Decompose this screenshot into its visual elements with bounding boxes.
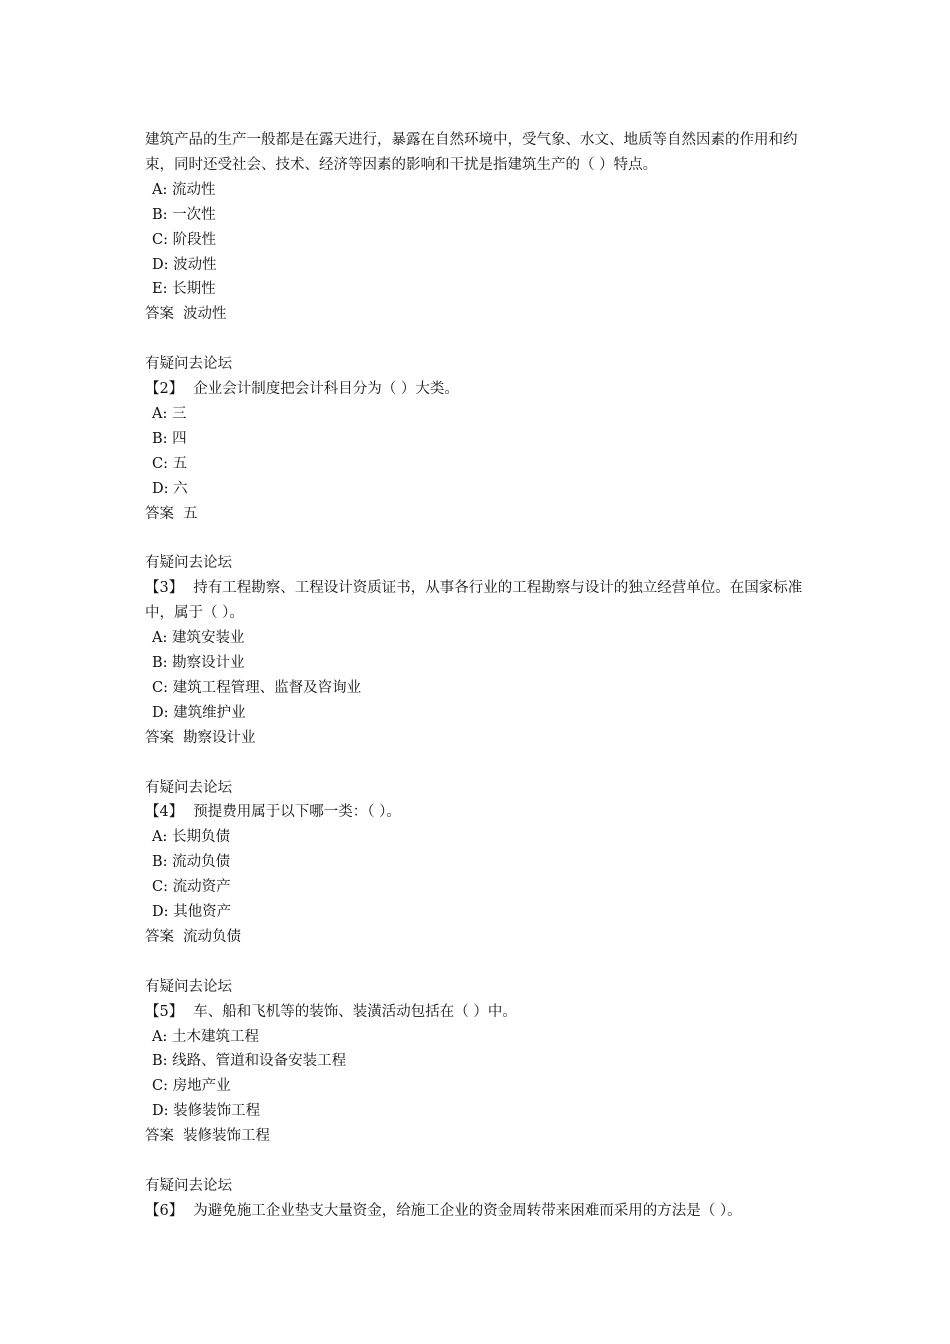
option-d: D: 六 <box>152 480 188 497</box>
answer-value: 勘察设计业 <box>183 729 256 746</box>
option-b: B: 一次性 <box>152 206 216 223</box>
option-c: C: 建筑工程管理、监督及咨询业 <box>152 679 362 696</box>
answer-label: 答案 <box>145 306 174 323</box>
question-line <box>145 576 815 626</box>
answer-line <box>145 1124 815 1149</box>
answer-value: 流动负债 <box>183 928 241 945</box>
answer-label: 答案 <box>145 928 174 945</box>
option-b: B: 线路、管道和设备安装工程 <box>152 1053 347 1070</box>
question-line <box>145 800 815 825</box>
option-d: D: 波动性 <box>152 256 217 273</box>
question-line <box>145 1199 815 1224</box>
option-d: D: 装修装饰工程 <box>152 1103 261 1120</box>
option-b: B: 流动负债 <box>152 854 231 871</box>
option-d: D: 建筑维护业 <box>152 704 246 721</box>
option-b: B: 勘察设计业 <box>152 655 245 671</box>
question-text: 车、船和飞机等的装饰、装潢活动包括在（ ）中。 <box>193 1003 517 1020</box>
forum-link[interactable]: 有疑问去论坛 <box>145 779 232 796</box>
question-block <box>145 128 815 377</box>
answer-value: 波动性 <box>183 306 227 323</box>
option-a: A: 流动性 <box>152 181 216 198</box>
answer-value: 五 <box>183 505 198 522</box>
answer-line <box>145 502 815 527</box>
option-a: A: 建筑安装业 <box>152 630 245 647</box>
answer-label: 答案 <box>145 729 174 746</box>
option-e: E: 长期性 <box>152 281 216 298</box>
option-c: C: 阶段性 <box>152 231 217 248</box>
question-number: 【6】 <box>145 1202 184 1219</box>
question-block <box>145 576 815 800</box>
option-b: B: 四 <box>152 430 187 447</box>
forum-link[interactable]: 有疑问去论坛 <box>145 978 232 995</box>
question-number: 【4】 <box>145 804 184 821</box>
question-line <box>145 1000 815 1025</box>
question-block <box>145 1199 815 1224</box>
answer-value: 装修装饰工程 <box>183 1128 270 1145</box>
question-text: 企业会计制度把会计科目分为（ ）大类。 <box>193 381 459 398</box>
question-block <box>145 377 815 576</box>
answer-line <box>145 726 815 751</box>
document-page <box>145 128 815 1224</box>
question-block <box>145 1000 815 1199</box>
forum-link[interactable]: 有疑问去论坛 <box>145 555 232 572</box>
answer-label: 答案 <box>145 505 174 522</box>
question-number: 【5】 <box>145 1003 184 1020</box>
question-text: 建筑产品的生产一般都是在露天进行，暴露在自然环境中，受气象、水文、地质等自然因素的作用和约束，同时还受社会、技术、经济等因素的影响和干扰是指建筑生产的（ ）特点。 <box>145 132 798 173</box>
question-block <box>145 800 815 999</box>
question-number: 【3】 <box>145 580 184 597</box>
option-c: C: 房地产业 <box>152 1078 231 1095</box>
answer-line <box>145 302 815 327</box>
option-a: A: 土木建筑工程 <box>152 1028 259 1045</box>
option-c: C: 五 <box>152 455 188 472</box>
answer-label: 答案 <box>145 1128 174 1145</box>
question-text: 为避免施工企业垫支大量资金，给施工企业的资金周转带来困难而采用的方法是（ ）。 <box>193 1202 742 1219</box>
option-d: D: 其他资产 <box>152 904 232 921</box>
option-a: A: 长期负债 <box>152 829 230 846</box>
option-c: C: 流动资产 <box>152 879 231 896</box>
question-text: 预提费用属于以下哪一类：（ ）。 <box>193 804 401 821</box>
question-line <box>145 377 815 402</box>
forum-link[interactable]: 有疑问去论坛 <box>145 1177 232 1194</box>
question-text: 持有工程勘察、工程设计资质证书，从事各行业的工程勘察与设计的独立经营单位。在国家标准中，属于（ ）。 <box>145 580 803 622</box>
question-number: 【2】 <box>145 381 184 398</box>
option-a: A: 三 <box>152 405 187 422</box>
forum-link[interactable]: 有疑问去论坛 <box>145 356 232 373</box>
answer-line <box>145 925 815 950</box>
